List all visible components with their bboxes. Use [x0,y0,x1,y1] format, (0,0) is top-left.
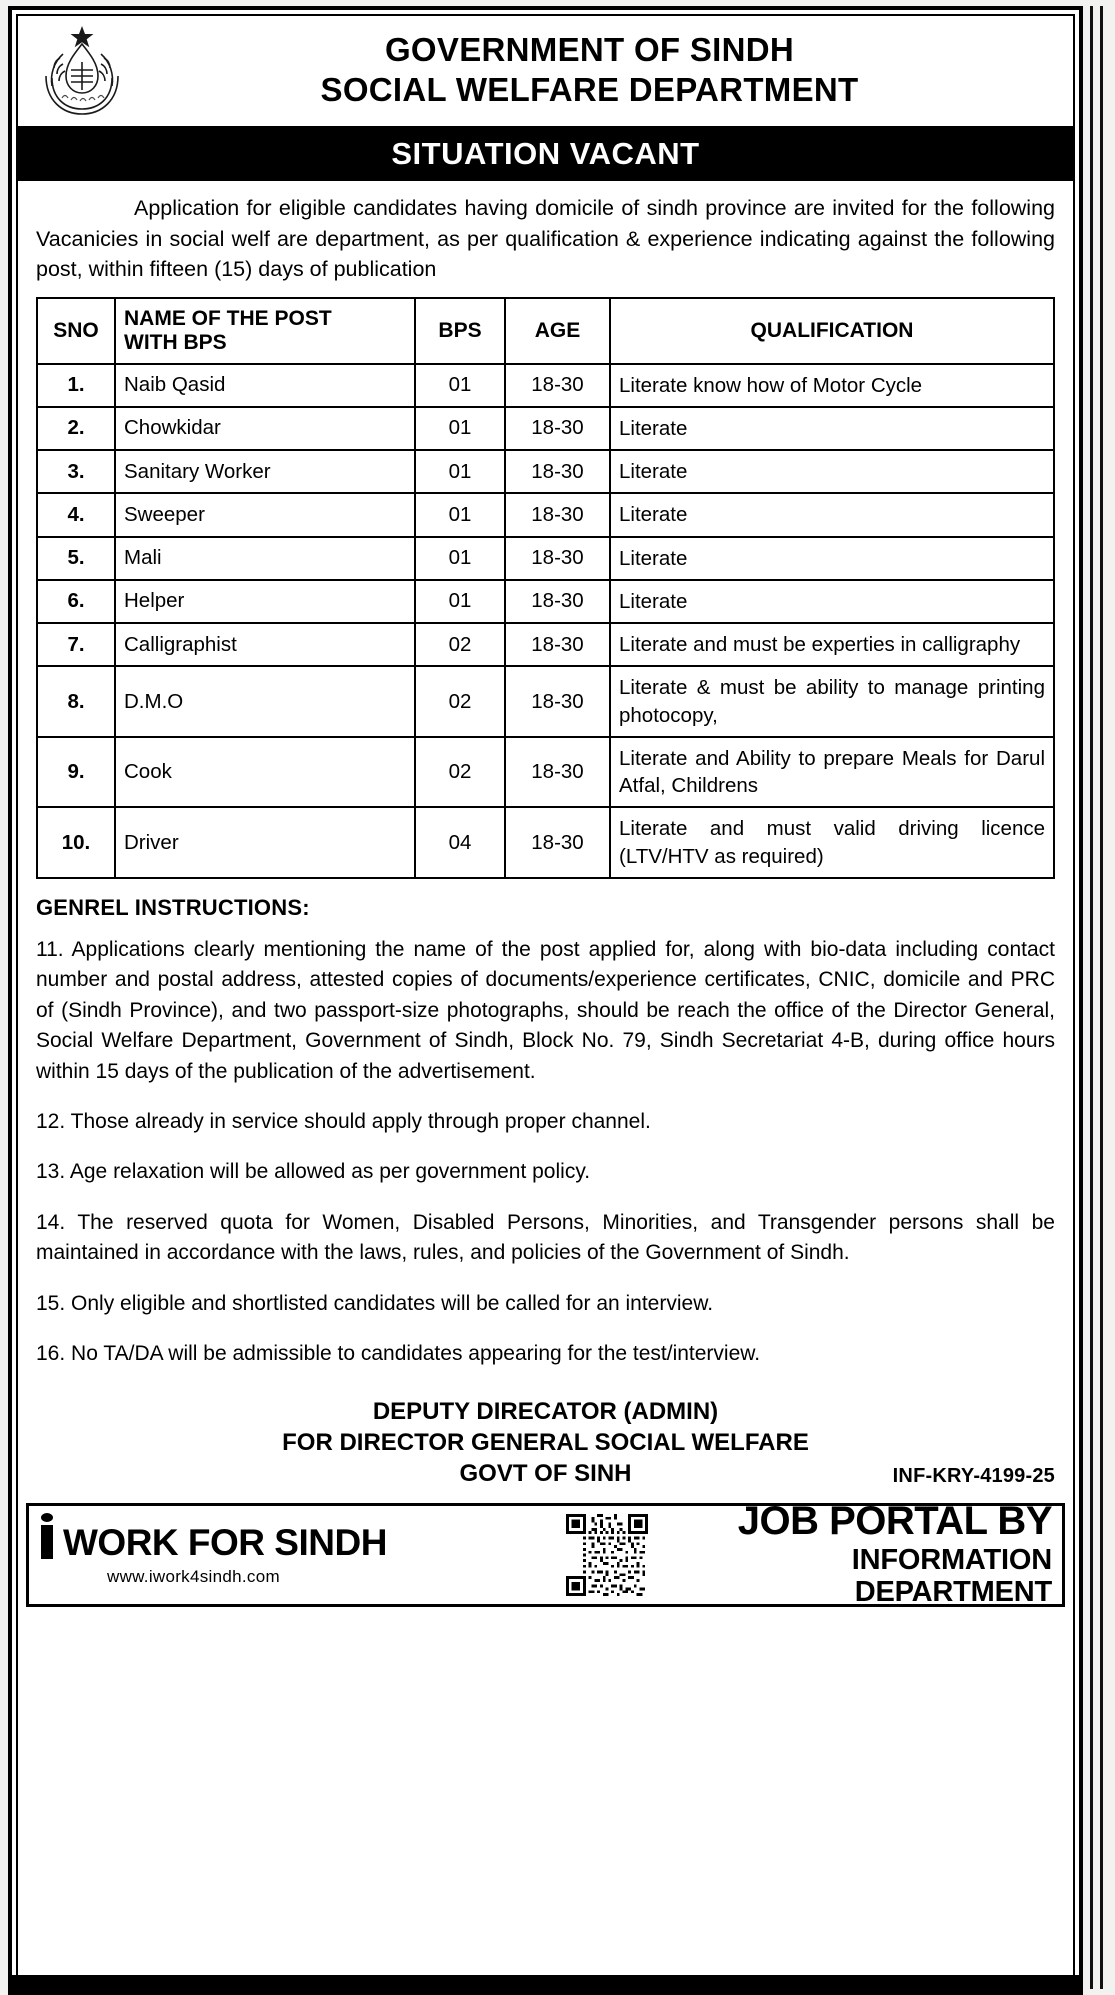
cell-bps: 01 [415,407,505,450]
header-titles [146,30,1073,111]
table-row [37,623,1054,666]
instruction-item-16: 16. No TA/DA will be admissible to candidates appearing for the test/interview. [36,1342,761,1366]
scan-edge-bar-right [1100,6,1103,1989]
table-row [37,407,1054,450]
situation-vacant-banner: SITUATION VACANT [18,129,1073,181]
posts-table [36,297,1055,879]
footer-portal-section [648,1499,1062,1609]
footer-portal-subtitle: INFORMATION DEPARTMENT [851,1544,1052,1609]
instruction-item-14: 14. The reserved quota for Women, Disabled Persons, Minorities, and Transgender persons shall be maintained in accordance with the laws, rules, and policies of the Government of Sindh. [36,1210,1055,1265]
footer-brand-text: WORK FOR SINDH [63,1521,387,1563]
cell-bps: 01 [415,364,505,407]
header-line-department: SOCIAL WELFARE DEPARTMENT [320,71,859,108]
header-line-government: GOVERNMENT OF SINDH [384,30,795,68]
footer-portal-title: JOB PORTAL BY [737,1499,1052,1544]
column-header-post-line1: NAME OF THE POST [124,306,332,330]
cell-age: 18-30 [505,737,610,808]
cell-post: Naib Qasid [115,364,415,407]
scan-edge-bar-left [1090,6,1093,1989]
footer-banner [26,1499,1065,1609]
cell-age: 18-30 [505,537,610,580]
cell-age: 18-30 [505,450,610,493]
cell-bps: 01 [415,537,505,580]
cell-sno: 8. [37,666,115,737]
posts-table-head [37,298,1054,364]
signature-line-govt: GOVT OF SINH [459,1459,632,1487]
cell-age: 18-30 [505,493,610,536]
government-of-sindh-emblem-icon [18,20,146,120]
cell-sno: 4. [37,493,115,536]
cell-bps: 01 [415,450,505,493]
posts-table-wrapper [18,293,1073,879]
intro-text: Application for eligible candidates having domicile of sindh province are invited for the following Vacanicies in social welf are department, as per qualification & experience indicating against the following post, within fifteen (15) days of publication [36,196,1055,282]
cell-bps: 04 [415,807,505,878]
signature-line-authority: FOR DIRECTOR GENERAL SOCIAL WELFARE [282,1428,809,1456]
cell-qualification: Literate and must be experties in calligraphy [610,623,1054,666]
cell-sno: 1. [37,364,115,407]
cell-bps: 02 [415,623,505,666]
cell-age: 18-30 [505,623,610,666]
table-row [37,537,1054,580]
cell-sno: 2. [37,407,115,450]
cell-sno: 5. [37,537,115,580]
cell-age: 18-30 [505,407,610,450]
cell-age: 18-30 [505,364,610,407]
cell-qualification: Literate [610,537,1054,580]
cell-sno: 6. [37,580,115,623]
general-instructions-section [18,879,1073,1390]
qr-code-icon [566,1514,648,1596]
cell-post: Driver [115,807,415,878]
cell-qualification: Literate and Ability to prepare Meals for Darul Atfal, Childrens [610,737,1054,808]
footer-website: www.iwork4sindh.com [107,1566,280,1586]
column-header-post-line2: WITH BPS [124,330,227,354]
cell-post: Mali [115,537,415,580]
cell-post: Cook [115,737,415,808]
cell-bps: 02 [415,737,505,808]
cell-post: Chowkidar [115,407,415,450]
cell-qualification: Literate know how of Motor Cycle [610,364,1054,407]
instruction-item-13: 13. Age relaxation will be allowed as per government policy. [36,1160,591,1184]
table-row [37,493,1054,536]
cell-qualification: Literate [610,493,1054,536]
general-instructions-heading: GENREL INSTRUCTIONS: [36,894,310,920]
cell-age: 18-30 [505,580,610,623]
footer-brand-row [41,1521,566,1563]
cell-sno: 3. [37,450,115,493]
signature-line-designation: DEPUTY DIRECATOR (ADMIN) [372,1397,719,1425]
bottom-black-strip [8,1975,1083,1995]
inf-reference-number: INF-KRY-4199-25 [892,1465,1055,1488]
iwork-i-logo-icon [41,1525,53,1559]
signature-line-govt-row [18,1458,1073,1489]
column-header-sno: SNO [37,298,115,364]
column-header-age: AGE [505,298,610,364]
cell-qualification: Literate [610,580,1054,623]
table-row [37,364,1054,407]
footer-brand-section [29,1506,566,1604]
cell-qualification: Literate and must valid driving licence (LTV/HTV as required) [610,807,1054,878]
cell-sno: 10. [37,807,115,878]
advertisement-inner-frame [16,14,1075,1981]
column-header-bps: BPS [415,298,505,364]
instruction-item-12: 12. Those already in service should apply through proper channel. [36,1109,651,1133]
cell-bps: 01 [415,493,505,536]
posts-table-body [37,364,1054,878]
signature-block [18,1396,1073,1490]
cell-age: 18-30 [505,666,610,737]
column-header-qualification: QUALIFICATION [610,298,1054,364]
cell-qualification: Literate [610,450,1054,493]
table-row [37,450,1054,493]
table-row [37,666,1054,737]
cell-post: Sanitary Worker [115,450,415,493]
instruction-item-11: 11. Applications clearly mentioning the name of the post applied for, along with bio-data including contact number and postal address, attested copies of documents/experience certificates, CNIC, domicile and PRC of (Sindh Province), and two passport-size photographs, should be reach the office of the Director General, Social Welfare Department, Government of Sindh, Block No. 79, Sindh Secretariat 4-B, during office hours within 15 days of the publication of the advertisement. [36,937,1055,1083]
table-row [37,737,1054,808]
instruction-item-15: 15. Only eligible and shortlisted candidates will be called for an interview. [36,1291,714,1315]
cell-bps: 02 [415,666,505,737]
advertisement-outer-frame [8,6,1083,1989]
cell-qualification: Literate [610,407,1054,450]
table-row [37,580,1054,623]
cell-post: Helper [115,580,415,623]
cell-sno: 7. [37,623,115,666]
cell-post: Sweeper [115,493,415,536]
cell-age: 18-30 [505,807,610,878]
table-row [37,807,1054,878]
cell-qualification: Literate & must be ability to manage printing photocopy, [610,666,1054,737]
document-header [18,16,1073,129]
cell-post: Calligraphist [115,623,415,666]
column-header-post [115,298,415,364]
intro-paragraph [18,181,1073,293]
cell-bps: 01 [415,580,505,623]
table-header-row [37,298,1054,364]
cell-post: D.M.O [115,666,415,737]
cell-sno: 9. [37,737,115,808]
